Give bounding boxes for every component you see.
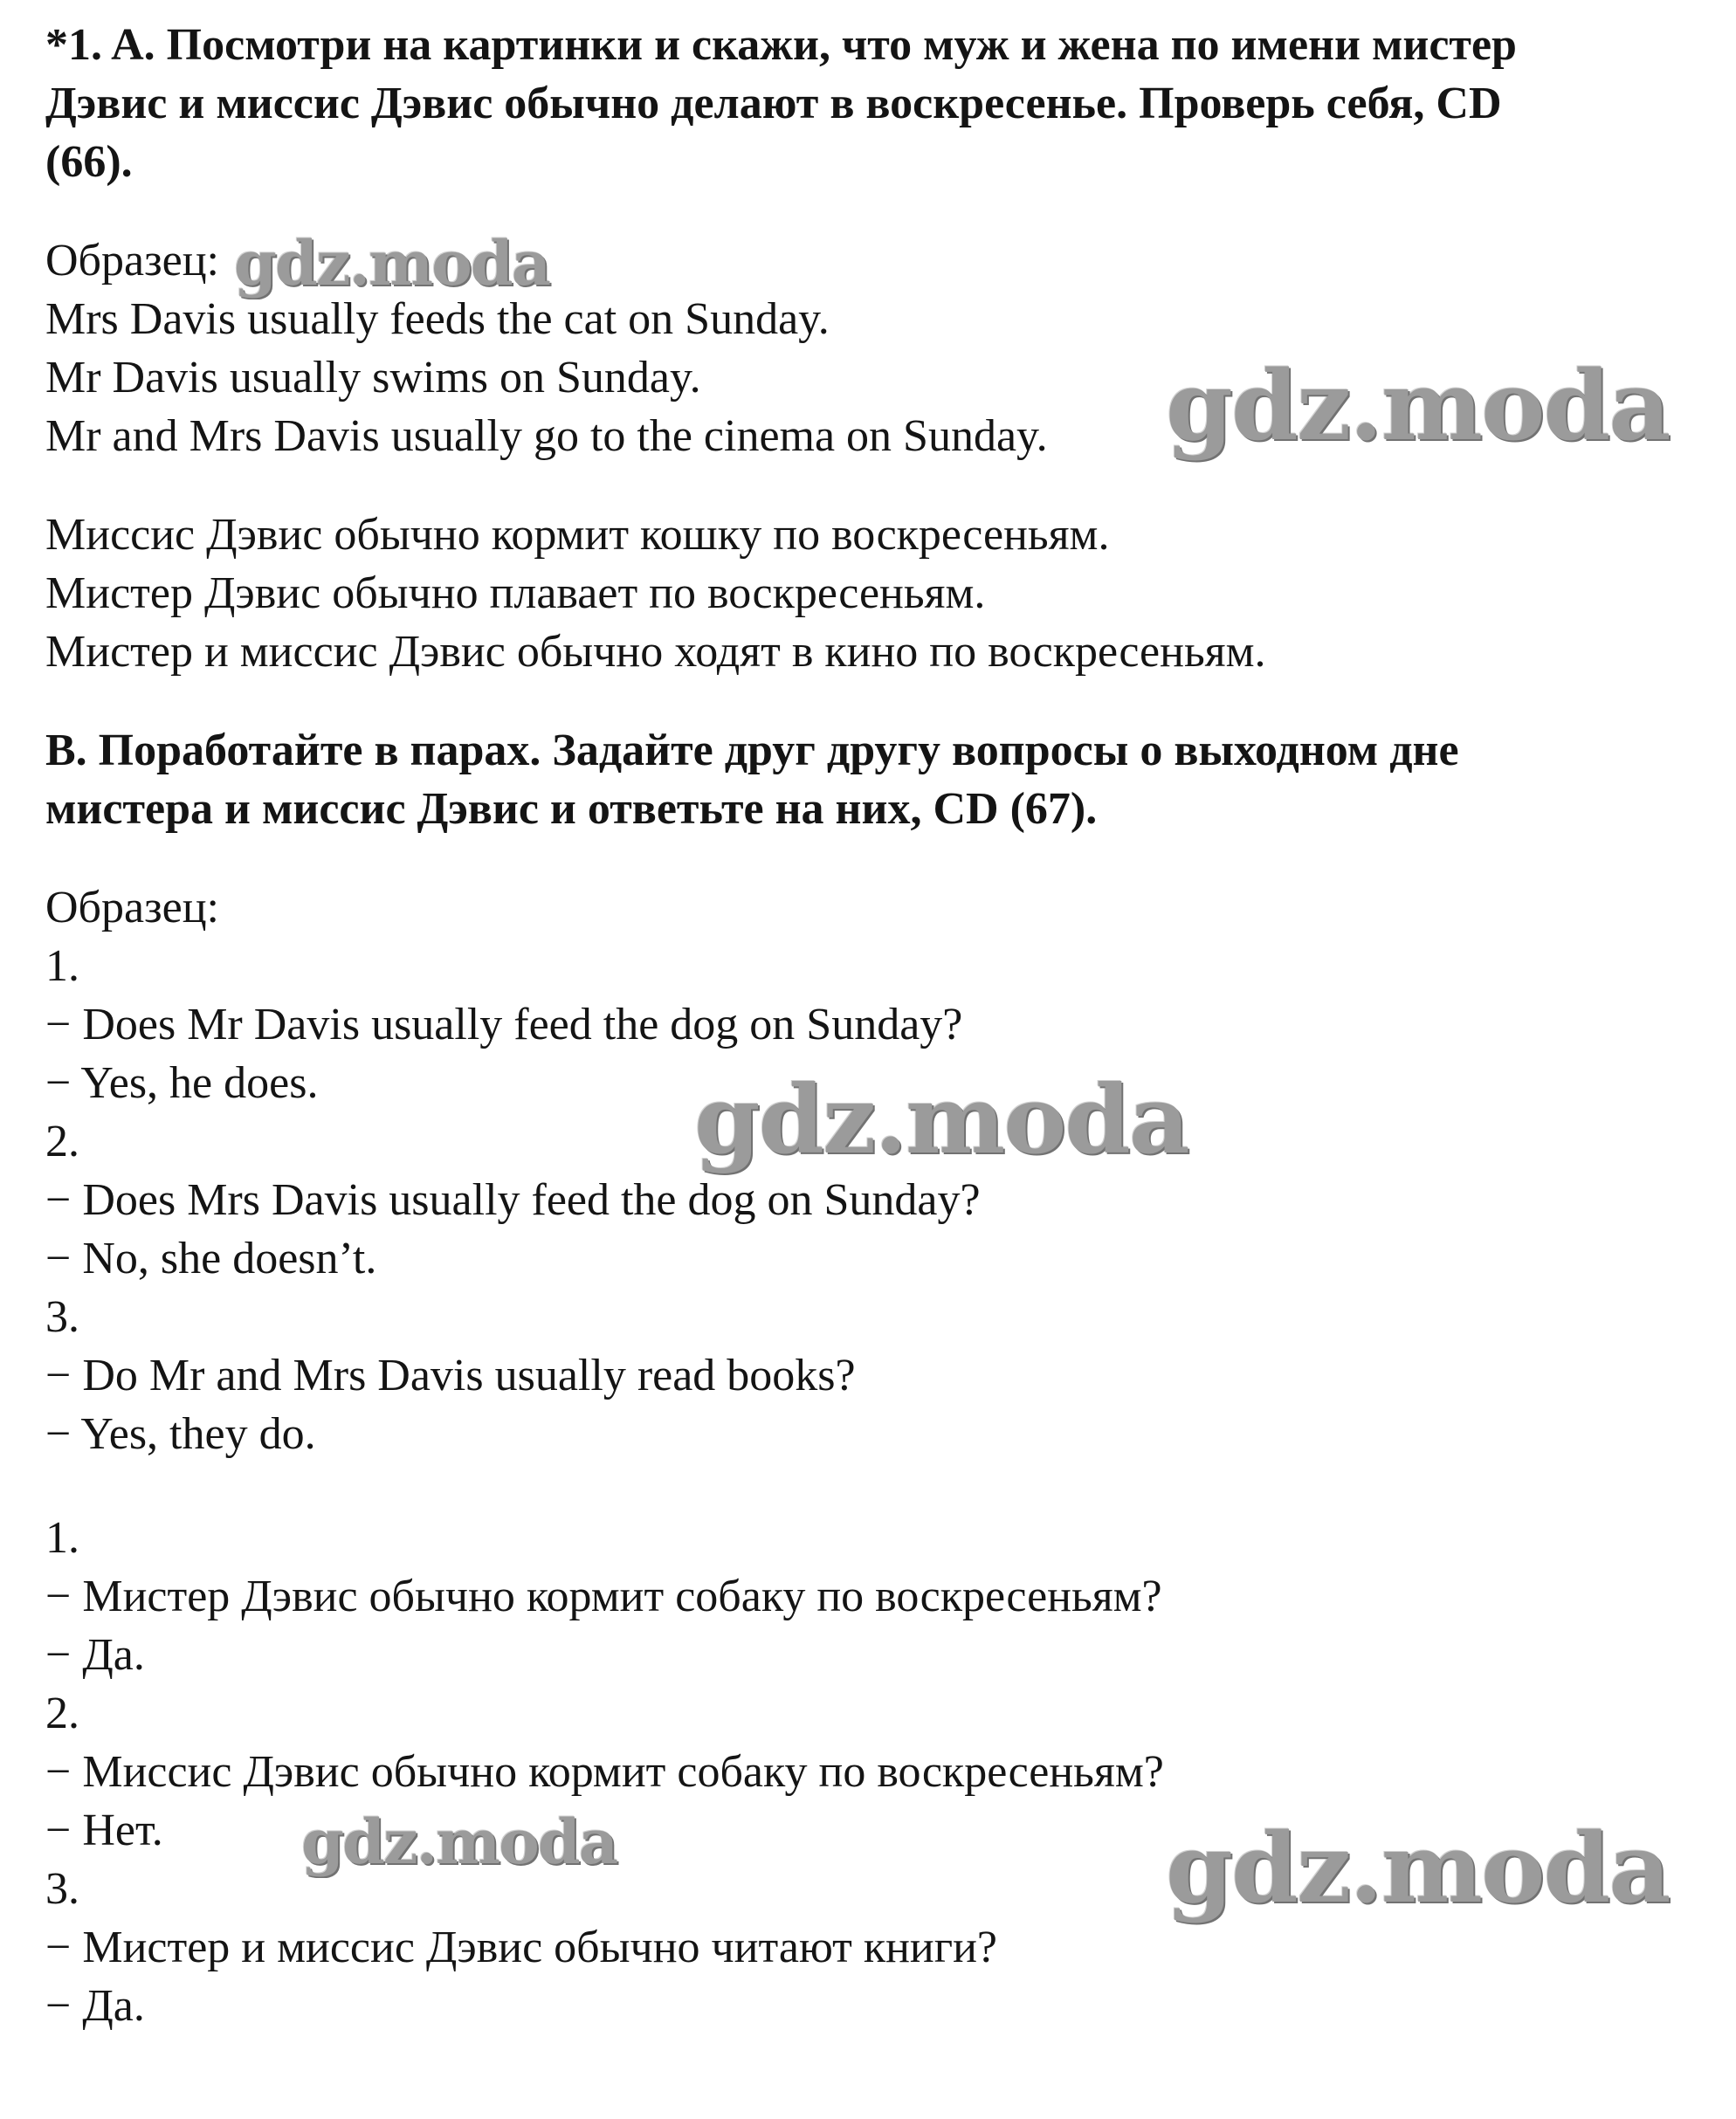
sentence-line: Миссис Дэвис обычно кормит кошку по воскресеньям. — [45, 510, 1110, 560]
task-a-heading-line: (66). — [45, 137, 133, 187]
sample-label: Образец: — [45, 236, 219, 286]
task-a-russian-translation — [45, 506, 1705, 681]
dialogue-number: 1. — [45, 941, 79, 991]
dialogue-number: 3. — [45, 1864, 79, 1914]
task-b-heading-line: B. Поработайте в парах. Задайте друг другу вопросы о выходном дне — [45, 726, 1459, 775]
sample-label: Образец: — [45, 883, 219, 932]
dialogue-question: − Мистер Дэвис обычно кормит собаку по воскресеньям? — [45, 1572, 1162, 1621]
sentence-line: Mrs Davis usually feeds the cat on Sunday. — [45, 294, 830, 344]
watermark: gdz.moda — [1166, 349, 1670, 462]
dialogue-question: − Do Mr and Mrs Davis usually read books? — [45, 1351, 856, 1400]
dialogue-question: − Does Mr Davis usually feed the dog on Sunday? — [45, 1000, 963, 1049]
document-page — [45, 16, 1705, 2035]
dialogue-number: 2. — [45, 1689, 79, 1738]
sentence-line: Mr Davis usually swims on Sunday. — [45, 353, 701, 402]
task-b-russian-dialogue — [45, 1509, 1705, 2035]
dialogue-answer: − Нет. — [45, 1806, 163, 1855]
dialogue-question: − Does Mrs Davis usually feed the dog on Sunday? — [45, 1175, 981, 1225]
dialogue-number: 3. — [45, 1292, 79, 1342]
dialogue-answer: − Да. — [45, 1630, 145, 1680]
dialogue-question: − Миссис Дэвис обычно кормит собаку по воскресеньям? — [45, 1747, 1164, 1797]
watermark: gdz.moda — [1166, 1812, 1670, 1924]
dialogue-question: − Мистер и миссис Дэвис обычно читают книги? — [45, 1923, 997, 1972]
sentence-line: Мистер Дэвис обычно плавает по воскресеньям. — [45, 568, 986, 618]
task-b-heading-line: мистера и миссис Дэвис и ответьте на них, CD (67). — [45, 784, 1098, 834]
dialogue-number: 2. — [45, 1117, 79, 1166]
sentence-line: Mr and Mrs Davis usually go to the cinema on Sunday. — [45, 411, 1048, 461]
dialogue-answer: − Yes, they do. — [45, 1409, 316, 1459]
task-a-heading-line: *1. A. Посмотри на картинки и скажи, что муж и жена по имени мистер — [45, 20, 1517, 70]
dialogue-number: 1. — [45, 1513, 79, 1563]
dialogue-answer: − Да. — [45, 1981, 145, 2031]
task-b-heading — [45, 721, 1705, 838]
dialogue-answer: − Yes, he does. — [45, 1058, 319, 1108]
task-a-heading — [45, 16, 1705, 191]
watermark: gdz.moda — [234, 227, 550, 299]
sentence-line: Мистер и миссис Дэвис обычно ходят в кино по воскресеньям. — [45, 627, 1266, 677]
task-a-heading-line: Дэвис и миссис Дэвис обычно делают в воскресенье. Проверь себя, CD — [45, 79, 1502, 128]
watermark: gdz.moda — [301, 1806, 617, 1878]
dialogue-answer: − No, she doesn’t. — [45, 1234, 377, 1283]
watermark: gdz.moda — [694, 1065, 1188, 1175]
